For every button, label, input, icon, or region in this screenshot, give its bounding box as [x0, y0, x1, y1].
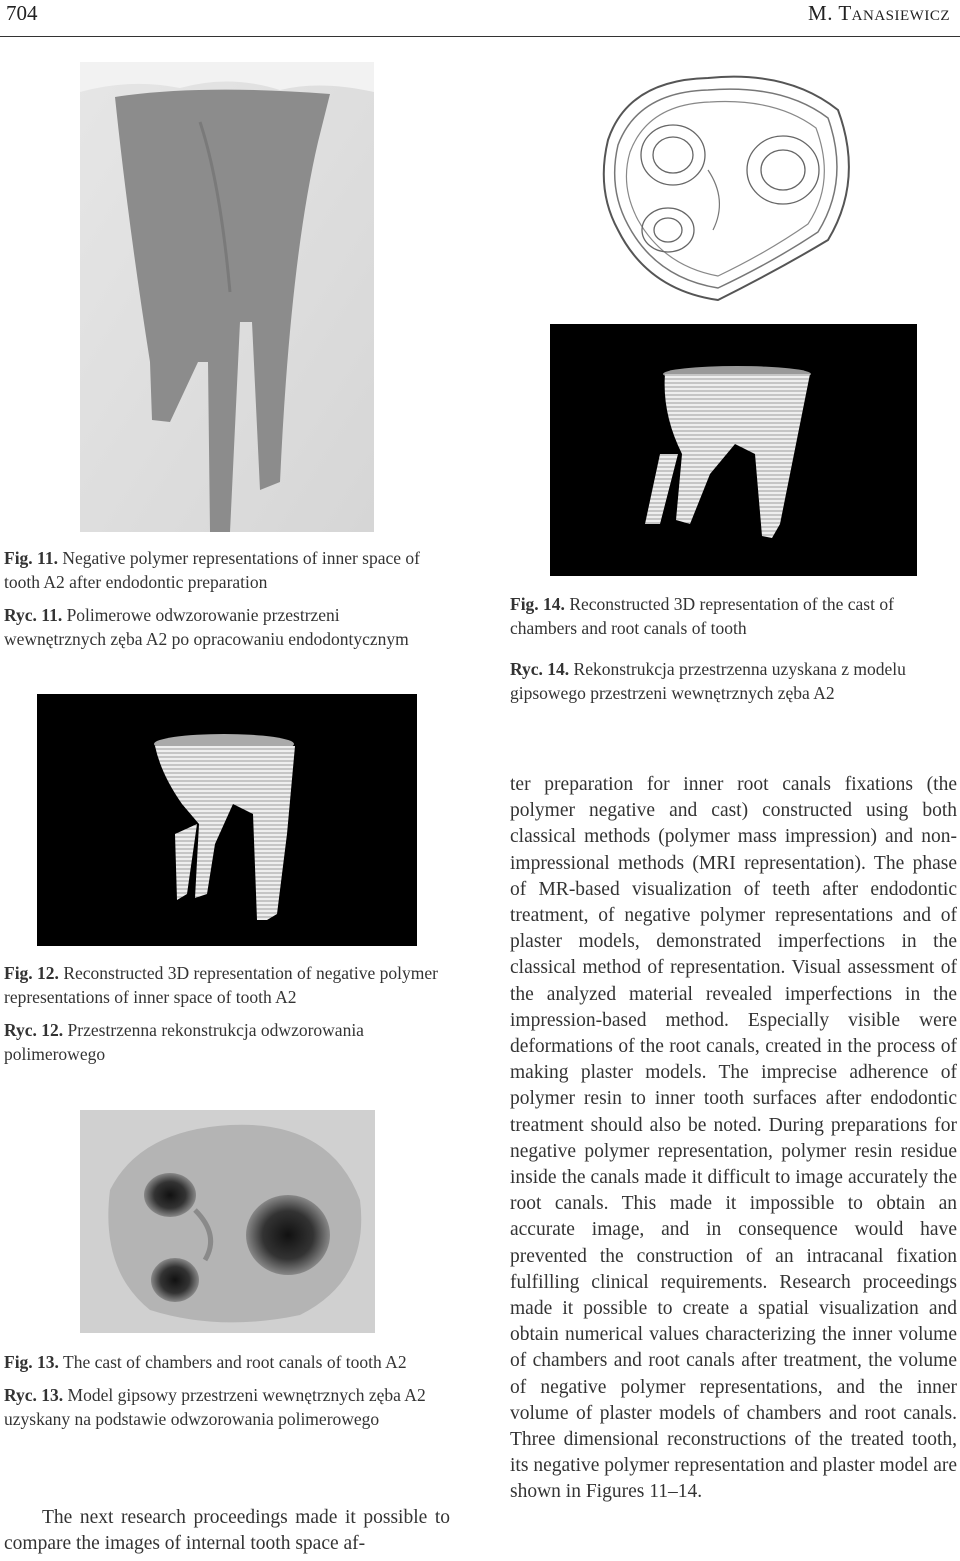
body-left-column: The next research proceedings made it possible to compare the images of internal tooth space af-	[4, 1507, 450, 1555]
fig14-wireframe-image	[588, 70, 864, 310]
fig11-image	[80, 62, 374, 532]
fig13-image	[80, 1110, 375, 1333]
fig14-en	[510, 592, 955, 640]
fig13-caption	[4, 1350, 444, 1431]
fig12-3d-image	[37, 694, 417, 946]
fig14-pl	[510, 657, 955, 705]
fig13-pl-label: Ryc. 13.	[4, 1385, 64, 1405]
fig12-caption	[4, 961, 444, 1066]
fig12-pl	[4, 1018, 444, 1066]
fig14-pl-label: Ryc. 14.	[510, 659, 570, 679]
fig14-3d-image	[550, 324, 917, 576]
fig12-en-text: Reconstructed 3D representation of negative polymer representations of inner space of tooth A2	[4, 963, 438, 1007]
page-header	[0, 0, 960, 37]
fig12-pl-text: Przestrzenna rekonstrukcja odwzorowania polimerowego	[4, 1020, 364, 1064]
fig11-pl	[4, 603, 444, 651]
fig11-caption	[4, 546, 444, 651]
fig13-en	[4, 1350, 444, 1374]
page-number: 704	[6, 1, 38, 25]
fig13-pl-text: Model gipsowy przestrzeni wewnętrznych zęba A2 uzyskany na podstawie odwzorowania polimerowego	[4, 1385, 426, 1429]
fig11-en-label: Fig. 11.	[4, 548, 58, 568]
fig12-en-label: Fig. 12.	[4, 963, 59, 983]
fig13-en-label: Fig. 13.	[4, 1352, 59, 1372]
fig11-pl-label: Ryc. 11.	[4, 605, 63, 625]
running-author: M. Tanasiewicz	[808, 1, 950, 25]
fig14-en-label: Fig. 14.	[510, 594, 565, 614]
fig14-en-text: Reconstructed 3D representation of the cast of chambers and root canals of tooth	[510, 594, 894, 638]
fig11-en-text: Negative polymer representations of inner space of tooth A2 after endodontic preparation	[4, 548, 420, 592]
fig12-en	[4, 961, 444, 1009]
fig13-en-text: The cast of chambers and root canals of tooth A2	[63, 1352, 407, 1372]
fig14-caption	[510, 592, 955, 705]
fig14-pl-text: Rekonstrukcja przestrzenna uzyskana z modelu gipsowego przestrzeni wewnętrznych zęba A2	[510, 659, 906, 703]
body-right-column: ter preparation for inner root canals fixations (the polymer negative and cast) constructed using both classical methods (polymer mass impression) and non-impressional methods (MRI representation). The phase of MR-based visualization of teeth after endodontic treatment, of negative polymer representations and of plaster models, demonstrated imperfections in the classical method of representation. Visual assessment of the analyzed material revealed imperfections in the impression-based method. Especially visible were deformations of the root canals, created in the process of making plaster models. The imprecise adherence of polymer resin to inner tooth surfaces after endodontic treatment should also be noted. During preparations for negative polymer representation, polymer resin residue inside the canals made it difficult to image accurately the root canals. This made it impossible to obtain an accurate image, and in consequence would have prevented the construction of an intracanal fixation fulfilling clinical requirements. Research proceedings made it possible to create a spatial visualization and obtain numerical values characterizing the inner volume of chambers and root canals after treatment, the volume of negative polymer representations, and the inner volume of plaster models of chambers and root canals. Three dimensional reconstructions of the treated tooth, its negative polymer representation and plaster model are shown in Figures 11–14.	[510, 774, 957, 1503]
fig11-en	[4, 546, 444, 594]
fig13-pl	[4, 1383, 444, 1431]
fig11-pl-text: Polimerowe odwzorowanie przestrzeni wewnętrznych zęba A2 po opracowaniu endodontycznym	[4, 605, 409, 649]
fig12-pl-label: Ryc. 12.	[4, 1020, 64, 1040]
